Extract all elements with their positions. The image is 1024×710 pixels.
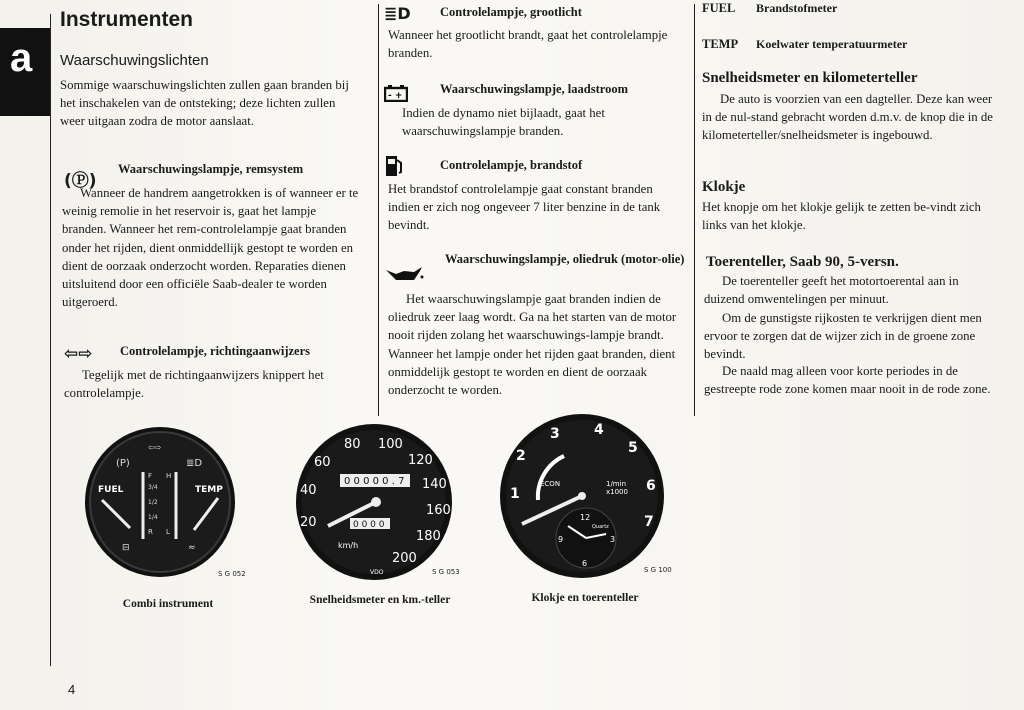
svg-text:S G 100: S G 100	[644, 566, 672, 574]
oil-pressure-title: Waarschuwingslampje, oliedruk (motor-olie)	[445, 252, 685, 266]
svg-text:180: 180	[416, 529, 441, 544]
high-beam-title: Controlelampje, grootlicht	[440, 5, 582, 19]
svg-text:6: 6	[582, 559, 588, 568]
svg-text:S G 052: S G 052	[218, 570, 246, 578]
tachometer-text-3: De naald mag alleen voor korte periodes in de gestreepte rode zone komen maar nooit in de rode zone.	[704, 364, 991, 397]
oil-can-icon	[384, 264, 424, 288]
page-title: Instrumenten	[60, 8, 194, 31]
tachometer-text-1: De toerenteller geeft het motortoerental aan in duizend omwentelingen per minuut.	[704, 274, 959, 307]
svg-text:200: 200	[392, 551, 417, 566]
high-beam-text: Wanneer het grootlicht brandt, gaat het controlelampje branden.	[388, 28, 668, 61]
brake-warning-title: Waarschuwingslampje, remsystem	[118, 162, 304, 176]
svg-text:40: 40	[300, 483, 317, 498]
tachometer-clock-caption: Klokje en toerenteller	[531, 592, 639, 604]
charge-warning-text: Indien de dynamo niet bijlaadt, gaat het waarschuwingslampje branden.	[402, 106, 605, 139]
svg-text:TEMP: TEMP	[195, 485, 223, 495]
svg-text:R: R	[148, 528, 153, 536]
svg-text:VDO: VDO	[370, 569, 384, 576]
brake-warning-text: Wanneer de handrem aangetrokken is of wanneer er te weinig remolie in het reservoir is, gaat het lampje branden. Wanneer het rem-controlelampje gaat branden onder het rijden, dient onmiddellijk gestopt te worden en dient de oorzaak onderzocht worden. Reparaties dienen uitsluitend door een officiële Saab-dealer te worden uitgeroerd.	[62, 186, 359, 310]
fuel-warning-title: Controlelampje, brandstof	[440, 158, 583, 172]
svg-text:1/min: 1/min	[606, 480, 627, 488]
svg-text:20: 20	[300, 515, 317, 530]
svg-text:0 0 0 0 0 . 7: 0 0 0 0 0 . 7	[344, 476, 405, 487]
svg-text:1/4: 1/4	[148, 514, 158, 521]
tachometer-heading: Toerenteller, Saab 90, 5-versn.	[706, 254, 899, 270]
tachometer-text-2: Om de gunstigste rijkosten te verkrijgen dient men ervoor te zorgen dat de wijzer zich in de groene zone bevindt.	[704, 311, 982, 362]
svg-text:2: 2	[516, 448, 526, 464]
svg-text:x1000: x1000	[606, 488, 628, 496]
svg-text:100: 100	[378, 437, 403, 452]
svg-text:≣D: ≣D	[186, 458, 203, 469]
battery-charge-icon	[384, 84, 408, 106]
svg-text:≈: ≈	[188, 543, 196, 553]
svg-text:4: 4	[594, 422, 604, 438]
high-beam-icon: ≣D	[384, 4, 411, 23]
section-tab: a	[0, 28, 50, 116]
charge-warning-title: Waarschuwingslampje, laadstroom	[440, 82, 628, 96]
svg-text:km/h: km/h	[338, 541, 359, 550]
column-rule-right	[694, 4, 695, 416]
brake-warning-icon: (Ⓟ)	[64, 171, 97, 191]
page-number: 4	[68, 682, 76, 697]
svg-text:9: 9	[558, 535, 564, 544]
speedometer-text: De auto is voorzien van een dagteller. Deze kan weer in de nul-stand gebracht worden d.m.v. de knop die in de kilometerteller/snelheidsmeter is ingebouwd.	[702, 92, 993, 143]
svg-text:140: 140	[422, 477, 447, 492]
speedometer-caption: Snelheidsmeter en km.-teller	[309, 594, 451, 606]
svg-text:S G 053: S G 053	[432, 568, 460, 576]
svg-text:F: F	[148, 472, 153, 480]
fuel-warning-text: Het brandstof controlelampje gaat constant branden indien er zich nog ongeveer 7 liter benzine in de tank bevindt.	[388, 182, 661, 233]
speedometer-illustration	[292, 422, 472, 584]
svg-text:6: 6	[646, 478, 656, 494]
clock-heading: Klokje	[702, 179, 746, 195]
combi-instrument-illustration	[78, 424, 248, 584]
temp-gauge-desc: Koelwater temperatuurmeter	[756, 37, 908, 51]
tachometer-clock-illustration	[498, 410, 678, 582]
fuel-gauge-label: FUEL	[702, 1, 736, 15]
warning-lights-heading: Waarschuwingslichten	[60, 52, 209, 69]
svg-text:3: 3	[610, 535, 616, 544]
svg-text:160: 160	[426, 503, 451, 518]
turn-signal-title: Controlelampje, richtingaanwijzers	[120, 344, 311, 358]
turn-signal-icon: ⇦⇨	[64, 344, 93, 364]
svg-text:- +: - +	[388, 91, 403, 101]
clock-text: Het knopje om het klokje gelijk te zetten be-vindt zich links van het klokje.	[702, 200, 981, 233]
svg-text:60: 60	[314, 455, 331, 470]
svg-text:12: 12	[580, 513, 591, 522]
svg-text:3: 3	[550, 426, 560, 442]
fuel-gauge-desc: Brandstofmeter	[756, 1, 838, 15]
svg-text:ECON: ECON	[540, 480, 561, 488]
svg-text:0 0 0 0: 0 0 0 0	[353, 520, 385, 530]
svg-text:Quartz: Quartz	[592, 524, 609, 530]
speedometer-heading: Snelheidsmeter en kilometerteller	[702, 70, 918, 86]
svg-text:80: 80	[344, 437, 361, 452]
svg-text:1/2: 1/2	[148, 499, 158, 506]
svg-text:120: 120	[408, 453, 433, 468]
svg-text:3/4: 3/4	[148, 484, 158, 491]
column-rule-middle	[378, 4, 379, 416]
svg-text:1: 1	[510, 486, 520, 502]
svg-text:L: L	[166, 528, 170, 536]
svg-text:⇦⇨: ⇦⇨	[148, 443, 162, 452]
combi-instrument-caption: Combi instrument	[122, 598, 214, 610]
svg-text:FUEL: FUEL	[98, 485, 124, 495]
svg-text:H: H	[166, 472, 172, 480]
svg-text:⊟: ⊟	[122, 543, 130, 553]
column-rule-left	[50, 14, 51, 666]
svg-text:5: 5	[628, 440, 638, 456]
svg-text:(P): (P)	[116, 458, 130, 469]
turn-signal-text: Tegelijk met de richtingaanwijzers knippert het controlelampje.	[64, 368, 324, 401]
svg-text:7: 7	[644, 514, 654, 530]
oil-pressure-text: Het waarschuwingslampje gaat branden indien de oliedruk zeer laag wordt. Ga na het starten van de motor nooit rijden zolang het waarschuwings-lampje brandt. Wanneer het lampje onder het rijden gaat branden, dient onmiddelijk gestopt te worden en dient de oorzaak onderzocht te worden.	[388, 292, 677, 398]
fuel-pump-icon	[384, 152, 404, 182]
temp-gauge-label: TEMP	[702, 37, 739, 51]
warning-lights-intro: Sommige waarschuwingslichten zullen gaan branden bij het inschakelen van de ontsteking; deze lichten zullen weer uitgaan zodra de motor aanslaat.	[60, 78, 349, 129]
